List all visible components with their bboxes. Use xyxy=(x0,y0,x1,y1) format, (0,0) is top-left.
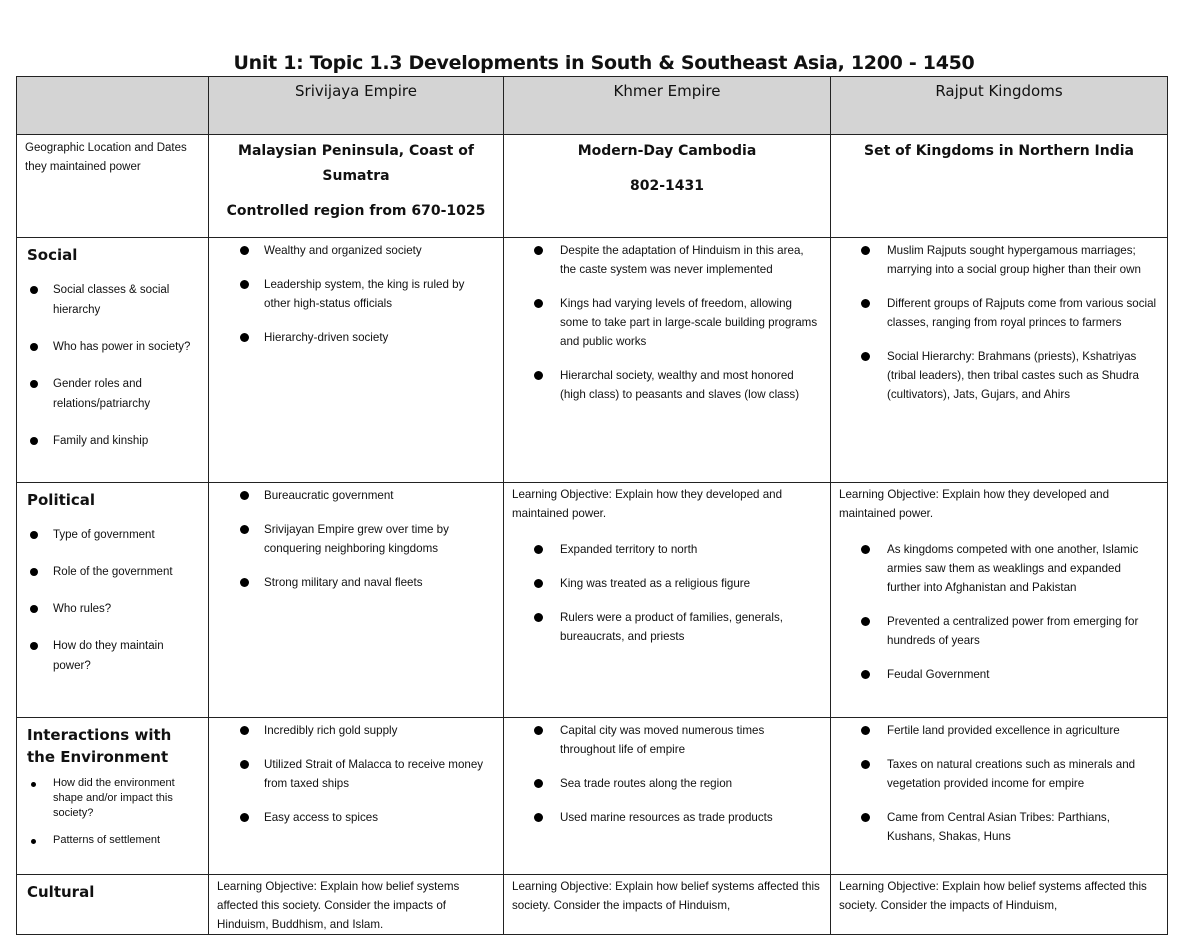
social-category-title: Social xyxy=(27,246,78,264)
bullet-item: Muslim Rajputs sought hypergamous marriages; marrying into a social group higher than their own xyxy=(831,241,1157,279)
bullet-item: Used marine resources as trade products xyxy=(504,808,820,827)
political-khmer-cell xyxy=(504,483,831,718)
cultural-srivijaya-cell xyxy=(209,875,504,935)
learning-objective: Learning Objective: Explain how they developed and maintained power. xyxy=(839,488,1110,520)
learning-objective: Learning Objective: Explain how belief systems affected this society. Consider the impacts of Hinduism, Buddhism, and Islam. xyxy=(217,880,460,931)
environment-khmer-cell xyxy=(504,718,831,875)
header-row xyxy=(17,77,1168,135)
bullet-item: Capital city was moved numerous times throughout life of empire xyxy=(504,721,820,759)
geo-label: Geographic Location and Dates they maintained power xyxy=(25,142,187,173)
geo-rajput-cell xyxy=(831,135,1168,238)
cultural-category-cell xyxy=(17,875,209,935)
political-subtopics xyxy=(27,525,202,676)
column-header-khmer: Khmer Empire xyxy=(504,77,831,135)
learning-objective: Learning Objective: Explain how belief systems affected this society. Consider the impacts of Hinduism, xyxy=(839,880,1147,912)
bullet-item: Wealthy and organized society xyxy=(209,241,493,260)
geo-row xyxy=(17,135,1168,238)
geo-khmer-location: Modern-Day Cambodia xyxy=(577,143,757,159)
geo-srivijaya-cell xyxy=(209,135,504,238)
comparison-table xyxy=(16,76,1168,935)
bullet-item: Srivijayan Empire grew over time by conquering neighboring kingdoms xyxy=(209,520,493,558)
environment-row xyxy=(17,718,1168,875)
bullet-item: Strong military and naval fleets xyxy=(209,573,493,592)
page-title: Unit 1: Topic 1.3 Developments in South & Southeast Asia, 1200 - 1450 xyxy=(233,52,975,74)
corner-cell xyxy=(17,77,209,135)
bullet-item: Rulers were a product of families, generals, bureaucrats, and priests xyxy=(504,608,820,646)
bullet-item: King was treated as a religious figure xyxy=(504,574,820,593)
political-row xyxy=(17,483,1168,718)
bullet-item: Bureaucratic government xyxy=(209,486,493,505)
subtopic-item: Patterns of settlement xyxy=(27,833,202,848)
bullet-item: Came from Central Asian Tribes: Parthians, Kushans, Shakas, Huns xyxy=(831,808,1157,846)
bullet-item: Expanded territory to north xyxy=(504,540,820,559)
subtopic-item: Who rules? xyxy=(27,599,202,619)
geo-srivijaya-dates: Controlled region from 670-1025 xyxy=(226,203,486,219)
cultural-row xyxy=(17,875,1168,935)
subtopic-item: How do they maintain power? xyxy=(27,636,202,676)
bullet-item: Utilized Strait of Malacca to receive money from taxed ships xyxy=(209,755,493,793)
subtopic-item: Role of the government xyxy=(27,562,202,582)
social-category-cell xyxy=(17,238,209,483)
learning-objective: Learning Objective: Explain how they developed and maintained power. xyxy=(512,488,783,520)
bullet-item: Different groups of Rajputs come from various social classes, ranging from royal princes to farmers xyxy=(831,294,1157,332)
bullet-item: Easy access to spices xyxy=(209,808,493,827)
bullet-item: Taxes on natural creations such as minerals and vegetation provided income for empire xyxy=(831,755,1157,793)
political-rajput-cell xyxy=(831,483,1168,718)
subtopic-item: How did the environment shape and/or impact this society? xyxy=(27,776,202,821)
column-header-rajput: Rajput Kingdoms xyxy=(831,77,1168,135)
geo-khmer-dates: 802-1431 xyxy=(630,178,704,194)
environment-category-cell xyxy=(17,718,209,875)
political-category-cell xyxy=(17,483,209,718)
subtopic-item: Who has power in society? xyxy=(27,337,202,357)
cultural-category-title: Cultural xyxy=(27,883,95,901)
bullet-item: Hierarchal society, wealthy and most honored (high class) to peasants and slaves (low class) xyxy=(504,366,820,404)
social-srivijaya-cell xyxy=(209,238,504,483)
geo-rajput-location: Set of Kingdoms in Northern India xyxy=(863,143,1135,159)
bullet-item: Hierarchy-driven society xyxy=(209,328,493,347)
geo-khmer-cell xyxy=(504,135,831,238)
subtopic-item: Gender roles and relations/patriarchy xyxy=(27,374,202,414)
geo-label-cell xyxy=(17,135,209,238)
geo-srivijaya-location: Malaysian Peninsula, Coast of Sumatra xyxy=(238,143,474,184)
bullet-item: Feudal Government xyxy=(831,665,1157,684)
bullet-item: Sea trade routes along the region xyxy=(504,774,820,793)
bullet-item: Despite the adaptation of Hinduism in this area, the caste system was never implemented xyxy=(504,241,820,279)
bullet-item: Kings had varying levels of freedom, allowing some to take part in large-scale building programs and public works xyxy=(504,294,820,351)
political-category-title: Political xyxy=(27,491,96,509)
social-subtopics xyxy=(27,280,202,451)
bullet-item: As kingdoms competed with one another, Islamic armies saw them as weaklings and expanded further into Afghanistan and Pakistan xyxy=(831,540,1157,597)
social-row xyxy=(17,238,1168,483)
bullet-item: Incredibly rich gold supply xyxy=(209,721,493,740)
environment-category-title: Interactions with the Environment xyxy=(27,726,172,766)
cultural-rajput-cell xyxy=(831,875,1168,935)
bullet-item: Social Hierarchy: Brahmans (priests), Kshatriyas (tribal leaders), then tribal castes such as Shudra (cultivators), Jats, Gujars, and Ahirs xyxy=(831,347,1157,404)
environment-rajput-cell xyxy=(831,718,1168,875)
environment-srivijaya-cell xyxy=(209,718,504,875)
environment-subtopics xyxy=(27,776,202,848)
bullet-item: Leadership system, the king is ruled by other high-status officials xyxy=(209,275,493,313)
bullet-item: Prevented a centralized power from emerging for hundreds of years xyxy=(831,612,1157,650)
column-header-srivijaya: Srivijaya Empire xyxy=(209,77,504,135)
political-srivijaya-cell xyxy=(209,483,504,718)
learning-objective: Learning Objective: Explain how belief systems affected this society. Consider the impacts of Hinduism, xyxy=(512,880,820,912)
subtopic-item: Family and kinship xyxy=(27,431,202,451)
subtopic-item: Social classes & social hierarchy xyxy=(27,280,202,320)
social-rajput-cell xyxy=(831,238,1168,483)
bullet-item: Fertile land provided excellence in agriculture xyxy=(831,721,1157,740)
cultural-khmer-cell xyxy=(504,875,831,935)
social-khmer-cell xyxy=(504,238,831,483)
subtopic-item: Type of government xyxy=(27,525,202,545)
